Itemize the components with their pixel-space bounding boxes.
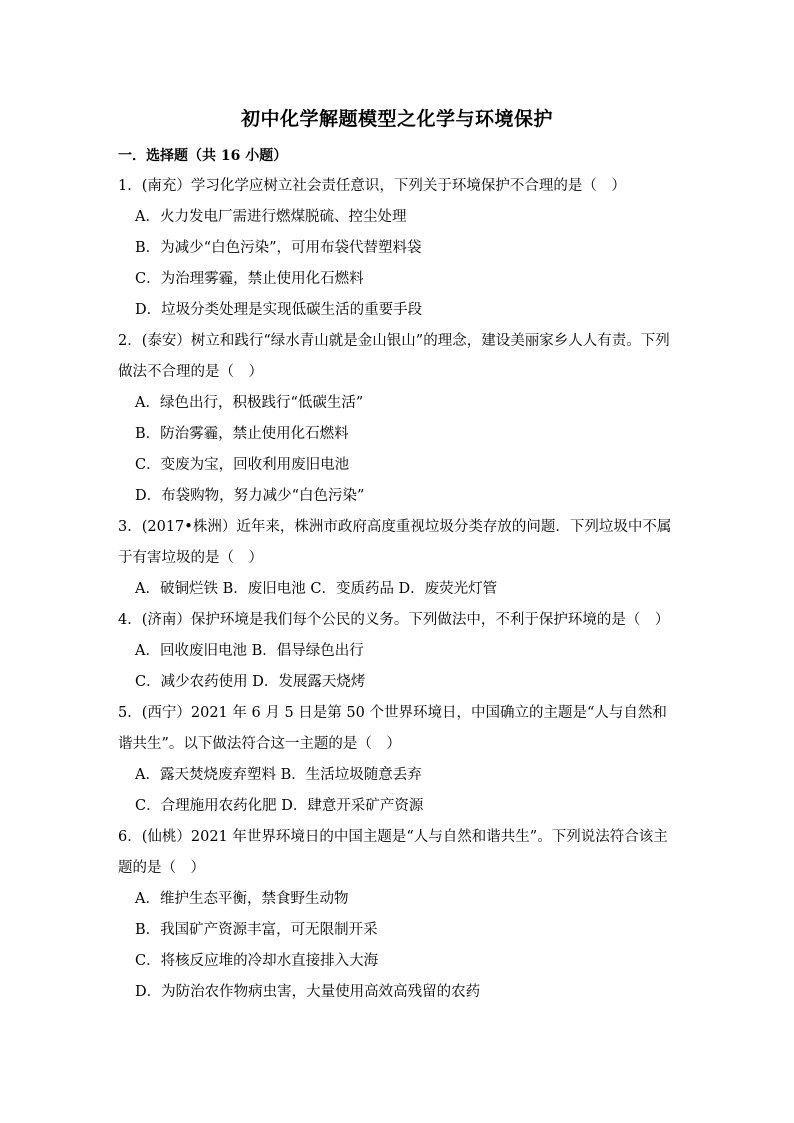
option-c: C．将核反应堆的冷却水直接排入大海 [135, 953, 379, 969]
question-stem: 2．(泰安）树立和践行“绿水青山就是金山银山”的理念，建设美丽家乡人人有责。下列做法不合理的是（ ） [118, 333, 670, 380]
option-a: A．火力发电厂需进行燃煤脱硫、控尘处理 [135, 209, 407, 225]
option-row: C．合理施用农药化肥 D．肆意开采矿产资源 [135, 798, 424, 814]
question-5 [118, 698, 678, 822]
question-stem: 6．(仙桃）2021 年世界环境日的中国主题是“人与自然和谐共生”。下列说法符合该主题的是（ ） [118, 829, 668, 876]
question-6 [118, 822, 678, 1008]
option-b: B．防治雾霾，禁止使用化石燃料 [135, 426, 349, 442]
option-d: D．布袋购物，努力减少“白色污染” [135, 488, 365, 504]
question-stem: 3．(2017•株洲）近年来，株洲市政府高度重视垃圾分类存放的问题．下列垃圾中不属于有害垃圾的是（ ） [118, 519, 672, 566]
option-b: B．为减少“白色污染”，可用布袋代替塑料袋 [135, 240, 422, 256]
option-row: A．露天焚烧废弃塑料 B．生活垃圾随意丢弃 [135, 767, 422, 783]
option-d: D．为防治农作物病虫害，大量使用高效高残留的农药 [135, 984, 481, 1000]
option-c: C．变废为宝，回收利用废旧电池 [135, 457, 350, 473]
section-heading: 一．选择题（共 16 小题） [118, 148, 288, 164]
option-row: C．减少农药使用 D．发展露天烧烤 [135, 674, 366, 690]
option-b: B．我国矿产资源丰富，可无限制开采 [135, 922, 378, 938]
option-row: A．破铜烂铁 B．废旧电池 C．变质药品 D．废荧光灯管 [135, 581, 498, 597]
option-d: D．垃圾分类处理是实现低碳生活的重要手段 [135, 302, 423, 318]
question-stem: 4．(济南）保护环境是我们每个公民的义务。下列做法中，不利于保护环境的是（ ） [118, 612, 670, 628]
question-stem: 5．(西宁）2021 年 6 月 5 日是第 50 个世界环境日，中国确立的主题是“人与自然和谐共生”。以下做法符合这一主题的是（ ） [118, 705, 667, 752]
question-3 [118, 512, 678, 605]
option-c: C．为治理雾霾，禁止使用化石燃料 [135, 271, 364, 287]
option-a: A．维护生态平衡，禁食野生动物 [135, 891, 349, 907]
page-title: 初中化学解题模型之化学与环境保护 [240, 108, 553, 130]
question-1 [118, 171, 678, 326]
question-2 [118, 326, 678, 512]
option-a: A．绿色出行，积极践行“低碳生活” [135, 395, 364, 411]
question-stem: 1．(南充）学习化学应树立社会责任意识，下列关于环境保护不合理的是（ ） [118, 178, 626, 194]
option-row: A．回收废旧电池 B．倡导绿色出行 [135, 643, 364, 659]
question-4 [118, 605, 678, 698]
